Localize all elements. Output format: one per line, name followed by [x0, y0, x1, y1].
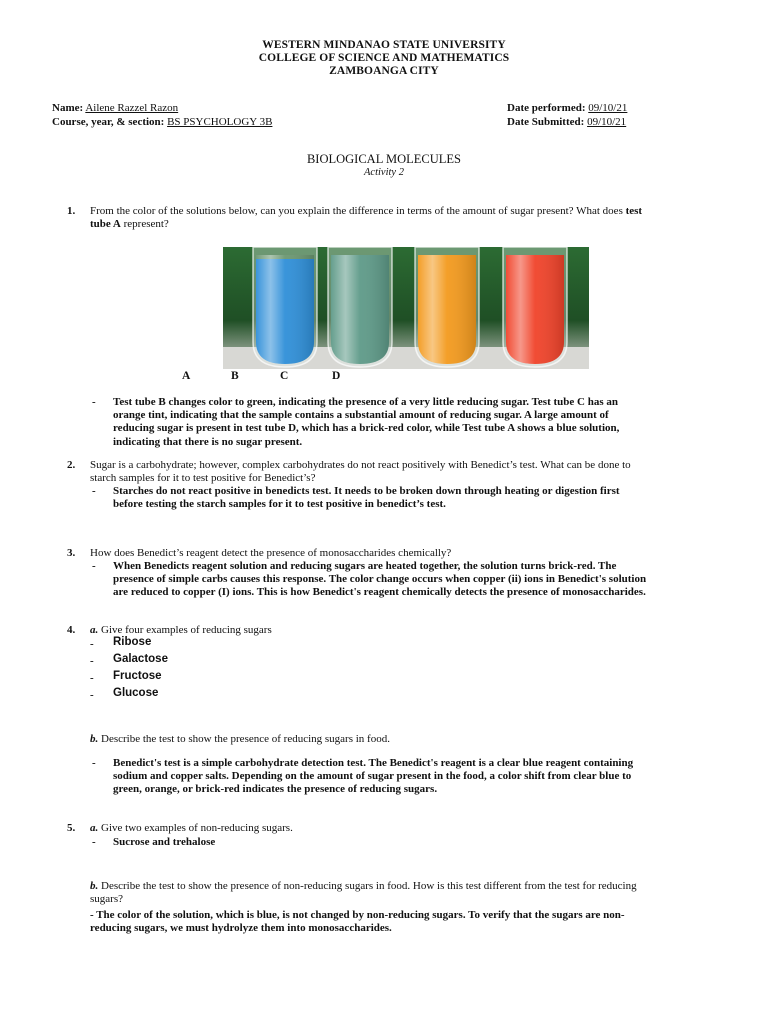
tube-label-a: A — [182, 370, 191, 382]
tube-label-b: B — [231, 370, 239, 382]
q2-answer-dash: - — [92, 485, 96, 497]
q3-number: 3. — [67, 547, 76, 559]
q2-question-line: Sugar is a carbohydrate; however, complex carbohydrates do not react positively with Benedict’s test. What can be done to — [90, 459, 631, 471]
university-name: WESTERN MINDANAO STATE UNIVERSITY — [262, 39, 506, 51]
q5b-label: b. — [90, 880, 99, 892]
q2-number: 2. — [67, 459, 76, 471]
course-label: Course, year, & section: — [52, 116, 165, 128]
q4-number: 4. — [67, 624, 76, 636]
submitted-value: 09/10/21 — [587, 116, 627, 128]
name-value: Ailene Razzel Razon — [85, 102, 179, 114]
q1-answer-dash: - — [92, 396, 96, 408]
performed-row — [507, 102, 627, 114]
q5-number: 5. — [67, 822, 76, 834]
q4a-label: a. — [90, 624, 99, 636]
q5b-text: sugars? — [90, 893, 123, 905]
submitted-row — [507, 116, 626, 128]
q4b-answer-line: green, orange, or brick-red indicates the presence of reducing sugars. — [113, 783, 438, 796]
q1-answer-line: orange tint, indicating that the sample contains a substantial amount of reducing sugar. A large amount of — [113, 409, 609, 422]
college-name: COLLEGE OF SCIENCE AND MATHEMATICS — [258, 52, 510, 64]
q1-answer-line: Test tube B changes color to green, indicating the presence of a very little reducing sugar. Test tube C has an — [113, 396, 618, 408]
submitted-label: Date Submitted: — [507, 116, 585, 128]
tube-c-highlight — [418, 255, 476, 364]
tube-label-d: D — [332, 370, 341, 382]
test-tubes-illustration — [223, 247, 589, 369]
q5b-question — [90, 880, 730, 906]
q2-question — [90, 459, 730, 485]
performed-label: Date performed: — [507, 102, 586, 114]
sugar-dash: - — [90, 689, 94, 701]
course-value: BS PSYCHOLOGY 3B — [167, 116, 273, 128]
sugar-dash: - — [90, 672, 94, 684]
sugar-item-glucose: Glucose — [113, 687, 159, 699]
q1-question-tubea: tube A — [90, 218, 121, 230]
q3-answer-line: When Benedicts reagent solution and reducing sugars are heated together, the solution turns brick-red. The — [113, 560, 617, 572]
q5a-question — [90, 822, 293, 835]
q5a-label: a. — [90, 822, 99, 834]
q2-answer-line: before testing the starch samples for it to test positive in benedict’s test. — [113, 498, 446, 511]
q1-question-bold: test — [625, 205, 643, 217]
tube-d-highlight — [506, 255, 564, 364]
q2-question-line: starch samples for it to test positive for Benedict’s? — [90, 472, 316, 484]
q5b-answer — [90, 909, 730, 935]
sugar-item-fructose: Fructose — [113, 670, 162, 682]
tube-a-highlight — [256, 255, 314, 364]
q5a-answer: Sucrose and trehalose — [113, 836, 216, 848]
q3-question: How does Benedict’s reagent detect the presence of monosaccharides chemically? — [90, 547, 452, 559]
course-row — [52, 116, 272, 128]
test-tubes-photo — [223, 247, 589, 369]
q4b-answer-line: sodium and copper salts. Depending on the amount of sugar present in the food, a color shift from clear blue to — [113, 770, 632, 783]
q1-number: 1. — [67, 205, 76, 217]
q4b-answer-dash: - — [92, 757, 96, 769]
performed-value: 09/10/21 — [588, 102, 628, 114]
page-subtitle: Activity 2 — [364, 167, 404, 178]
q3-answer-line: presence of simple carbs causes this response. The color change occurs when copper (ii) ions in Benedict's solution — [113, 573, 647, 586]
q5a-answer-dash: - — [92, 836, 96, 848]
q4b-answer — [113, 757, 723, 797]
q5b-answer-line: - The color of the solution, which is blue, is not changed by non-reducing sugars. To verify that the sugars are non- — [90, 909, 625, 921]
q1-answer — [113, 396, 723, 449]
name-row — [52, 102, 178, 114]
tube-label-c: C — [280, 370, 289, 382]
sugar-item-galactose: Galactose — [113, 653, 168, 665]
q5a-text: Give two examples of non-reducing sugars. — [98, 822, 293, 834]
q4b-question — [90, 733, 390, 746]
page-title: BIOLOGICAL MOLECULES — [306, 152, 462, 166]
sugar-item-ribose: Ribose — [113, 636, 152, 648]
q2-answer — [113, 485, 723, 511]
q4b-text: Describe the test to show the presence of reducing sugars in food. — [98, 733, 390, 745]
sugar-dash: - — [90, 638, 94, 650]
q3-answer-dash: - — [92, 560, 96, 572]
q1-answer-line: reducing sugar is present in test tube D, which has a brick-red color, while Test tube A shows a blue solution, — [113, 422, 620, 435]
q1-answer-line: indicating that there is no sugar present. — [113, 435, 303, 448]
q4a-text: Give four examples of reducing sugars — [98, 624, 272, 636]
sugar-dash: - — [90, 655, 94, 667]
q1-question-part2: represent? — [120, 218, 169, 230]
q3-answer-line: are reduced to copper (I) ions. This is how Benedict's reagent chemically detects the presence of monosaccharides. — [113, 586, 646, 599]
q2-answer-line: Starches do not react positive in benedicts test. It needs to be broken down through heating or digestion first — [113, 485, 620, 497]
q1-question — [90, 205, 730, 231]
name-label: Name: — [52, 102, 84, 114]
q3-answer — [113, 560, 733, 600]
city-name: ZAMBOANGA CITY — [329, 65, 439, 77]
q5b-answer-line: reducing sugars, we must hydrolyze them into monosaccharides. — [90, 922, 392, 935]
q4b-label: b. — [90, 733, 99, 745]
q4b-answer-line: Benedict's test is a simple carbohydrate detection test. The Benedict's reagent is a clear blue reagent containing — [113, 757, 634, 769]
tube-b-highlight — [331, 255, 389, 364]
q1-question-part1: From the color of the solutions below, can you explain the difference in terms of the amount of sugar present? What does — [90, 205, 626, 217]
q5b-text: Describe the test to show the presence of non-reducing sugars in food. How is this test different from the test for reducing — [98, 880, 637, 892]
